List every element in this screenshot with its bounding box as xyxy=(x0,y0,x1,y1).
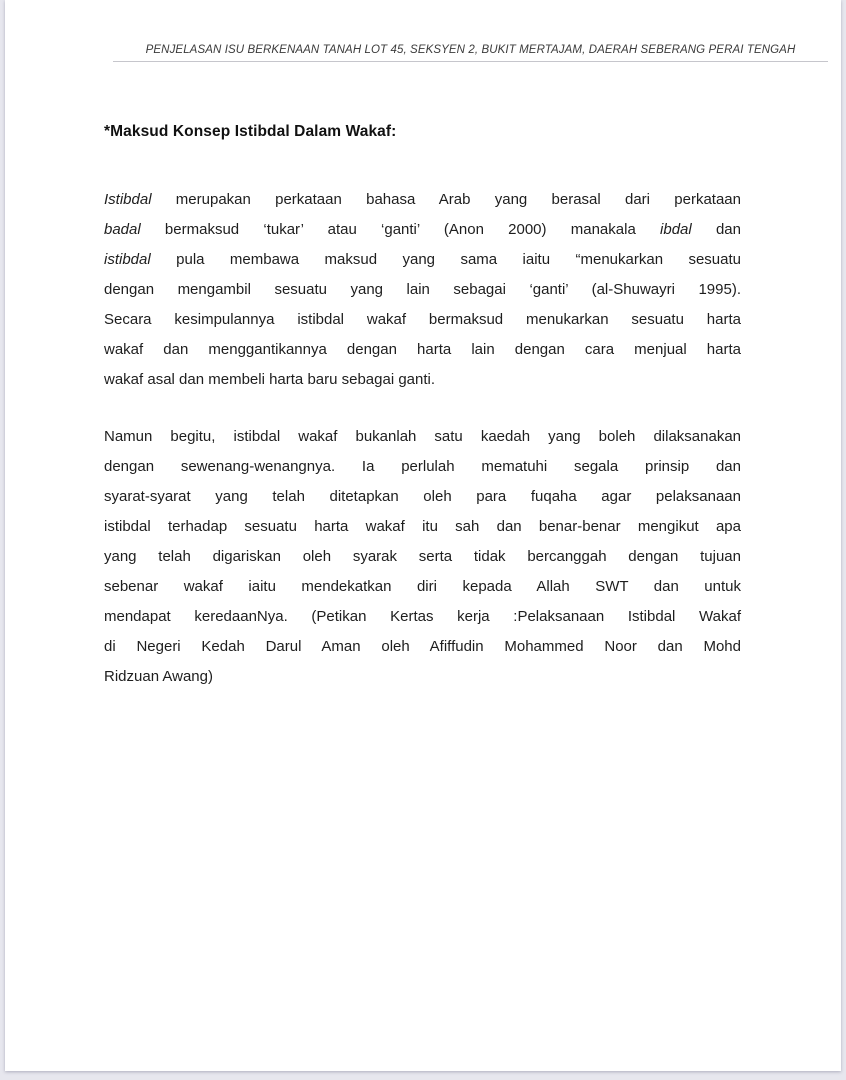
text-line xyxy=(104,305,741,335)
italic-text-run: ibdal xyxy=(660,221,692,238)
text-run: di Negeri Kedah Darul Aman oleh Afiffudin Mohammed Noor dan Mohd xyxy=(104,638,741,655)
paragraphs-container xyxy=(104,185,741,692)
text-line xyxy=(104,275,741,305)
text-line xyxy=(104,482,741,512)
text-run: dan xyxy=(691,221,741,238)
text-line xyxy=(104,365,741,395)
text-run: Namun begitu, istibdal wakaf bukanlah satu kaedah yang boleh dilaksanakan xyxy=(104,428,741,445)
text-line xyxy=(104,542,741,572)
text-line xyxy=(104,245,741,275)
italic-text-run: badal xyxy=(104,221,141,238)
header-title: PENJELASAN ISU BERKENAAN TANAH LOT 45, SEKSYEN 2, BUKIT MERTAJAM, DAERAH SEBERANG PERAI TENGAH xyxy=(145,44,796,56)
text-run: wakaf asal dan membeli harta baru sebagai ganti. xyxy=(104,371,436,388)
text-run: syarat-syarat yang telah ditetapkan oleh para fuqaha agar pelaksanaan xyxy=(104,488,741,505)
text-line xyxy=(104,632,741,662)
text-run: sebenar wakaf iaitu mendekatkan diri kepada Allah SWT dan untuk xyxy=(104,578,741,595)
italic-text-run: Istibdal xyxy=(104,191,152,208)
text-line xyxy=(104,215,741,245)
paragraph xyxy=(104,422,741,692)
text-line xyxy=(104,602,741,632)
paragraph xyxy=(104,185,741,395)
document-body xyxy=(104,0,741,719)
text-line xyxy=(104,662,741,692)
italic-text-run: istibdal xyxy=(104,251,151,268)
text-run: yang telah digariskan oleh syarak serta tidak bercanggah dengan tujuan xyxy=(104,548,741,565)
text-line xyxy=(104,335,741,365)
text-run: mendapat keredaanNya. (Petikan Kertas kerja :Pelaksanaan Istibdal Wakaf xyxy=(104,608,741,625)
text-run: merupakan perkataan bahasa Arab yang berasal dari perkataan xyxy=(151,191,741,208)
text-run: dengan sewenang-wenangnya. Ia perlulah mematuhi segala prinsip dan xyxy=(104,458,741,475)
text-run: pula membawa maksud yang sama iaitu “menukarkan sesuatu xyxy=(150,251,741,268)
section-heading: *Maksud Konsep Istibdal Dalam Wakaf: xyxy=(104,123,397,140)
text-run: dengan mengambil sesuatu yang lain sebagai ‘ganti’ (al-Shuwayri 1995). xyxy=(104,281,741,298)
text-line xyxy=(104,512,741,542)
text-run: bermaksud ‘tukar’ atau ‘ganti’ (Anon 2000) manakala xyxy=(140,221,661,238)
text-run: istibdal terhadap sesuatu harta wakaf itu sah dan benar-benar mengikut apa xyxy=(104,518,741,535)
text-run: wakaf dan menggantikannya dengan harta lain dengan cara menjual harta xyxy=(104,341,741,358)
document-page xyxy=(5,0,841,1071)
text-run: Ridzuan Awang) xyxy=(104,668,213,685)
text-run: Secara kesimpulannya istibdal wakaf bermaksud menukarkan sesuatu harta xyxy=(104,311,741,328)
text-line xyxy=(104,572,741,602)
text-line xyxy=(104,185,741,215)
text-line xyxy=(104,452,741,482)
text-line xyxy=(104,422,741,452)
